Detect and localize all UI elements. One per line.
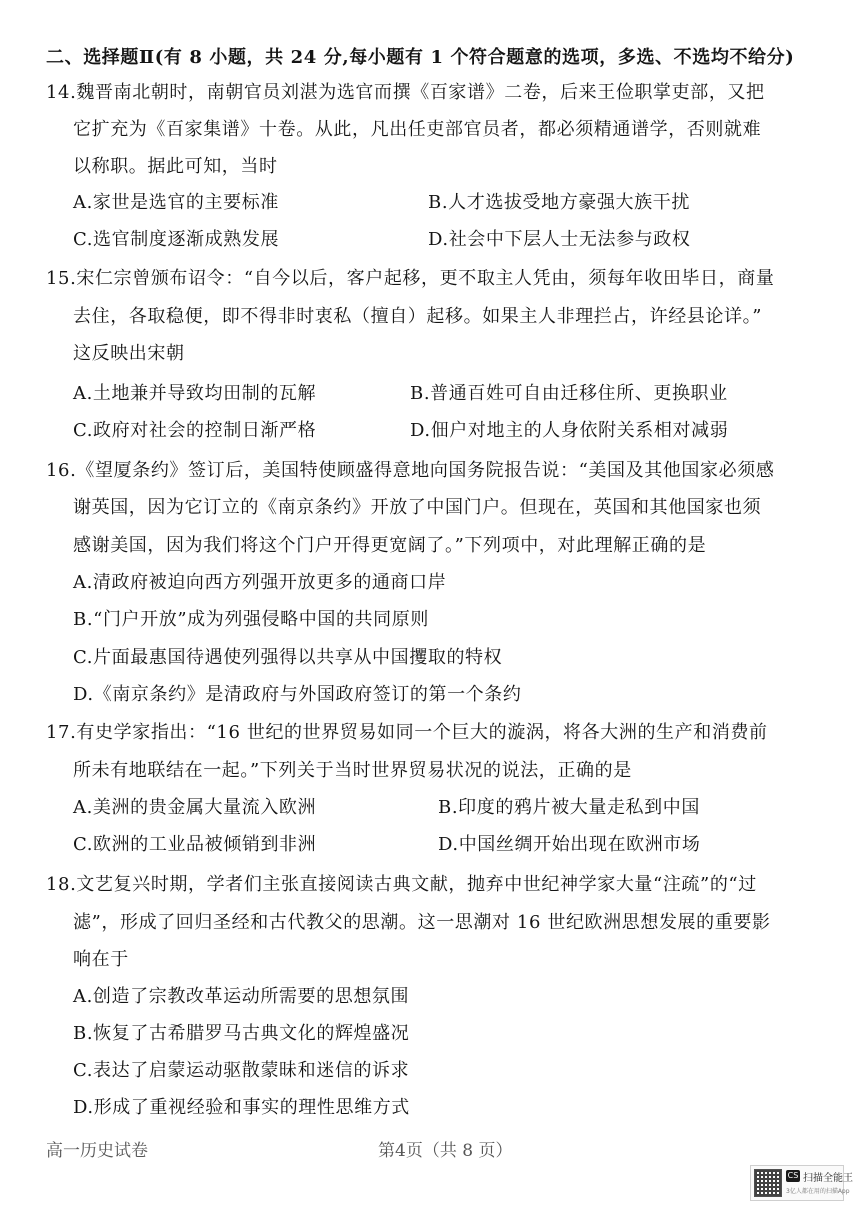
q15-option-b: B.普通百姓可自由迁移住所、更换职业 xyxy=(410,383,728,404)
q15-option-d: D.佃户对地主的人身依附关系相对减弱 xyxy=(410,420,729,441)
q18-option-a: A.创造了宗教改革运动所需要的思想氛围 xyxy=(73,986,410,1007)
q18-stem-line-3: 响在于 xyxy=(73,949,129,970)
q14-option-d: D.社会中下层人士无法参与政权 xyxy=(428,229,691,250)
q14-option-b: B.人才选拔受地方豪强大族干扰 xyxy=(428,192,690,213)
q14-stem-line-3: 以称职。据此可知，当时 xyxy=(73,156,278,177)
scanner-watermark xyxy=(750,1165,853,1201)
q14-option-c: C.选官制度逐渐成熟发展 xyxy=(73,229,280,250)
watermark-tagline: 3亿人都在用的扫描App xyxy=(786,1188,850,1195)
q17-option-c: C.欧洲的工业品被倾销到非洲 xyxy=(73,834,317,855)
q18-option-b: B.恢复了古希腊罗马古典文化的辉煌盛况 xyxy=(73,1023,410,1044)
q17-option-d: D.中国丝绸开始出现在欧洲市场 xyxy=(438,834,701,855)
q16-option-a: A.清政府被迫向西方列强开放更多的通商口岸 xyxy=(73,572,447,593)
q15-stem-line-2: 去住，各取稳便，即不得非时衷私（擅自）起移。如果主人非理拦占，许经县论详。” xyxy=(73,306,762,327)
q18-stem-line-2: 滤”，形成了回归圣经和古代教父的思潮。这一思潮对 16 世纪欧洲思想发展的重要影 xyxy=(73,912,771,933)
q17-option-b: B.印度的鸦片被大量走私到中国 xyxy=(438,797,700,818)
q15-stem-line-3: 这反映出宋朝 xyxy=(73,343,185,364)
q16-stem-line-3: 感谢美国，因为我们将这个门户开得更宽阔了。”下列项中，对此理解正确的是 xyxy=(73,535,707,556)
q18-option-d: D.形成了重视经验和事实的理性思维方式 xyxy=(73,1097,410,1118)
footer-exam-name: 高一历史试卷 xyxy=(46,1141,148,1161)
page-footer xyxy=(46,1136,720,1161)
q16-option-d: D.《南京条约》是清政府与外国政府签订的第一个条约 xyxy=(73,684,522,705)
q15-option-a: A.土地兼并导致均田制的瓦解 xyxy=(73,383,317,404)
q16-option-c: C.片面最惠国待遇使列强得以共享从中国攫取的特权 xyxy=(73,647,503,668)
q17-option-a: A.美洲的贵金属大量流入欧洲 xyxy=(73,797,317,818)
q18-option-c: C.表达了启蒙运动驱散蒙昧和迷信的诉求 xyxy=(73,1060,410,1081)
qr-code-icon xyxy=(754,1169,782,1197)
q14-stem-line-1: 14.魏晋南北朝时，南朝官员刘湛为选官而撰《百家谱》二卷，后来王俭职掌吏部，又把 xyxy=(46,82,765,103)
camscanner-logo-icon: CS xyxy=(787,1171,799,1180)
footer-page-number: 第4页（共 8 页） xyxy=(378,1141,513,1161)
section-title: 二、选择题Ⅱ(有 8 小题，共 24 分,每小题有 1 个符合题意的选项，多选、不选均不给分) xyxy=(46,47,795,68)
q16-stem-line-2: 谢英国，因为它订立的《南京条约》开放了中国门户。但现在，英国和其他国家也须 xyxy=(73,497,762,518)
q16-option-b: B.“门户开放”成为列强侵略中国的共同原则 xyxy=(73,609,429,630)
watermark-app-name: 扫描全能王 xyxy=(803,1173,853,1184)
q15-option-c: C.政府对社会的控制日渐严格 xyxy=(73,420,317,441)
q14-stem-line-2: 它扩充为《百家集谱》十卷。从此，凡出任吏部官员者，都必须精通谱学，否则就难 xyxy=(73,119,762,140)
q17-stem-line-2: 所未有地联结在一起。”下列关于当时世界贸易状况的说法，正确的是 xyxy=(73,760,632,781)
q15-stem-line-1: 15.宋仁宗曾颁布诏令：“自今以后，客户起移，更不取主人凭由，须每年收田毕日，商量 xyxy=(46,268,775,289)
q17-stem-line-1: 17.有史学家指出：“16 世纪的世界贸易如同一个巨大的漩涡，将各大洲的生产和消费前 xyxy=(46,722,768,743)
q14-option-a: A.家世是选官的主要标准 xyxy=(73,192,279,213)
q18-stem-line-1: 18.文艺复兴时期，学者们主张直接阅读古典文献，抛弃中世纪神学家大量“注疏”的“过 xyxy=(46,874,757,895)
q16-stem-line-1: 16.《望厦条约》签订后，美国特使顾盛得意地向国务院报告说：“美国及其他国家必须感 xyxy=(46,460,775,481)
